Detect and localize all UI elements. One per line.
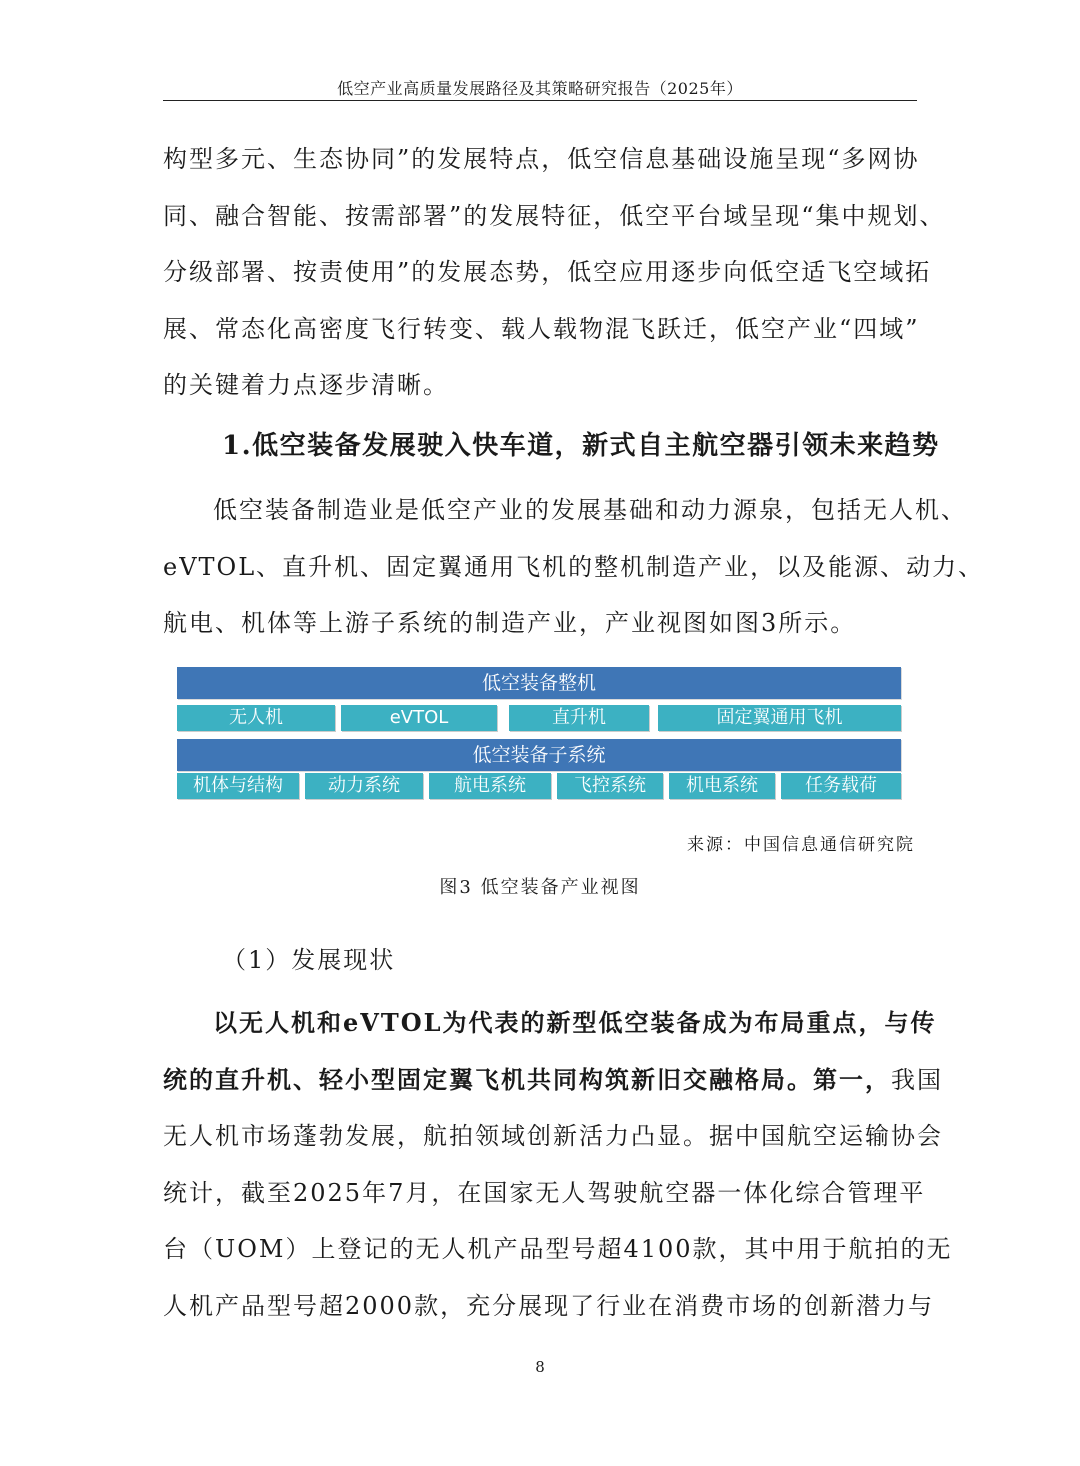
running-header: 低空产业高质量发展路径及其策略研究报告（2025年） xyxy=(337,79,743,98)
header-rule xyxy=(163,100,917,101)
diagram-top-item: 直升机 xyxy=(509,705,649,731)
diagram-top-item: eVTOL xyxy=(341,705,497,731)
paragraph-3 xyxy=(163,995,953,1334)
figure-caption: 图3 低空装备产业视图 xyxy=(439,877,641,898)
diagram-top-bar: 低空装备整机 xyxy=(177,667,901,699)
industry-diagram xyxy=(177,667,901,801)
diagram-sub-item: 机体与结构 xyxy=(177,773,299,799)
text-line: 人机产品型号超2000款，充分展现了行业在消费市场的创新潜力与 xyxy=(163,1291,935,1320)
text-line: 同、融合智能、按需部署”的发展特征，低空平台域呈现“集中规划、 xyxy=(163,201,946,230)
bold-text: 统的直升机、轻小型固定翼飞机共同构筑新旧交融格局。第一， xyxy=(163,1064,891,1094)
paragraph-1 xyxy=(163,131,946,414)
diagram-sub-item: 航电系统 xyxy=(429,773,551,799)
text-fragment: 我国 xyxy=(891,1065,943,1094)
paragraph-2 xyxy=(163,482,985,652)
diagram-sub-item: 飞控系统 xyxy=(557,773,663,799)
diagram-top-item: 无人机 xyxy=(177,705,335,731)
diagram-top-item: 固定翼通用飞机 xyxy=(658,705,901,731)
figure-source: 来源：中国信息通信研究院 xyxy=(687,835,915,855)
section-heading: 1.低空装备发展驶入快车道，新式自主航空器引领未来趋势 xyxy=(222,431,940,461)
sub-heading: （1）发展现状 xyxy=(222,946,396,974)
text-line: 低空装备制造业是低空产业的发展基础和动力源泉，包括无人机、 xyxy=(213,496,967,524)
text-line: 航电、机体等上游子系统的制造产业，产业视图如图3所示。 xyxy=(163,609,857,637)
text-line: 台（UOM）上登记的无人机产品型号超4100款，其中用于航拍的无 xyxy=(163,1235,953,1263)
text-line: eVTOL、直升机、固定翼通用飞机的整机制造产业，以及能源、动力、 xyxy=(163,552,985,581)
text-line xyxy=(163,1052,943,1109)
text-line: 的关键着力点逐步清晰。 xyxy=(163,371,449,399)
text-line: 分级部署、按责使用”的发展态势，低空应用逐步向低空适飞空域拓 xyxy=(163,258,932,286)
page-number: 8 xyxy=(535,1358,545,1376)
bold-text-line: 以无人机和eVTOL为代表的新型低空装备成为布局重点，与传 xyxy=(213,1008,937,1037)
diagram-sub-item: 机电系统 xyxy=(669,773,775,799)
diagram-sub-item: 动力系统 xyxy=(305,773,423,799)
text-line: 统计，截至2025年7月，在国家无人驾驶航空器一体化综合管理平 xyxy=(163,1178,926,1207)
diagram-sub-item: 任务载荷 xyxy=(781,773,901,799)
text-line: 无人机市场蓬勃发展，航拍领域创新活力凸显。据中国航空运输协会 xyxy=(163,1122,943,1150)
text-line: 展、常态化高密度飞行转变、载人载物混飞跃迁，低空产业“四域” xyxy=(163,314,920,343)
diagram-sub-bar: 低空装备子系统 xyxy=(177,739,901,771)
text-line: 构型多元、生态协同”的发展特点，低空信息基础设施呈现“多网协 xyxy=(163,145,920,173)
